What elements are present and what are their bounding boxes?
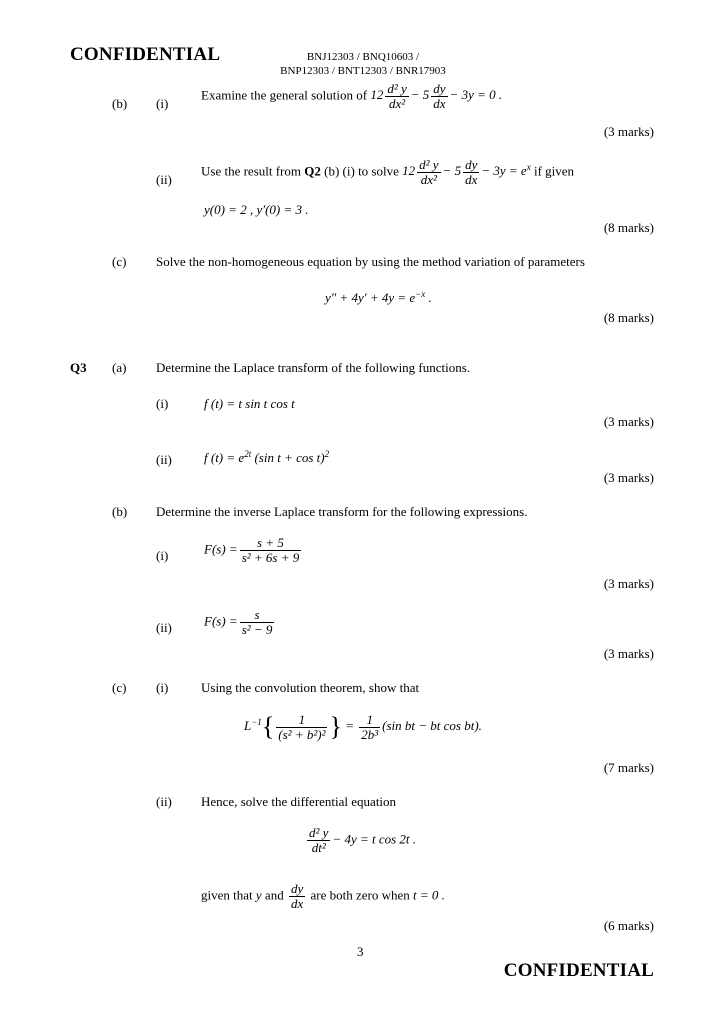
- q3-a-ii-marks: (3 marks): [603, 470, 654, 485]
- dy-dx-fraction: [289, 882, 305, 911]
- q2-ref: Q2: [304, 163, 321, 179]
- rhs-fraction: [359, 713, 380, 742]
- q3-c-i-label: (i): [156, 680, 169, 695]
- fraction: [240, 536, 302, 565]
- q3-b-label: (b): [112, 504, 128, 519]
- frac-den: dx: [290, 896, 304, 911]
- frac-num: dy: [433, 81, 446, 96]
- q2-b-ii-text: if given: [533, 163, 575, 179]
- q2-b-label: (b): [112, 96, 128, 111]
- q3-a-label: (a): [112, 360, 127, 375]
- q2-b-ii-text: (b) (i) to solve: [324, 163, 399, 179]
- frac-den: dx: [465, 172, 478, 187]
- ode-equation: [370, 81, 503, 111]
- frac-num: d² y: [387, 81, 407, 96]
- exponent: −x: [415, 289, 426, 299]
- frac-num: s: [254, 607, 260, 622]
- q3-c-i-marks: (7 marks): [603, 760, 654, 775]
- q3-c-ii-marks: (6 marks): [603, 918, 654, 933]
- q3-b-ii-expr: [204, 608, 276, 637]
- dy-dx-fraction: [463, 158, 479, 187]
- q2-b-ii-question: [201, 158, 574, 187]
- course-codes-line2: BNP12303 / BNT12303 / BNR17903: [280, 65, 446, 77]
- d2y-dx2-fraction: [417, 158, 440, 187]
- equation-tail: − 4y = t cos 2t .: [332, 831, 417, 847]
- course-codes-line1: BNJ12303 / BNQ10603 /: [306, 51, 420, 63]
- q3-b-i-marks: (3 marks): [603, 576, 654, 591]
- q2-c-marks: (8 marks): [603, 310, 654, 325]
- q3-c-i-equation: $L^{-1}${ $\frac{1}{\text{(s² + b²)²}}$ } = $\frac{1}{\text{2b³}}$ (sin bt − bt cos bt).: [244, 711, 482, 742]
- q3-c-ii-label: (ii): [156, 794, 172, 809]
- q3-b-i-expr: [204, 536, 303, 565]
- q3-c-label: (c): [112, 680, 127, 695]
- rhs-paren: (sin bt − bt cos bt).: [382, 717, 482, 733]
- expr-part: (sin t + cos t): [254, 450, 325, 465]
- frac-den: 2b³: [361, 726, 379, 742]
- q3-a-text: Determine the Laplace transform of the following functions.: [156, 360, 471, 375]
- frac-den: s² + 6s + 9: [241, 550, 300, 565]
- given-text: given that: [201, 887, 253, 903]
- fraction: [240, 608, 275, 637]
- q2-c-equation: $y'' + 4y' + 4y = e^{-x}$ .: [325, 289, 432, 305]
- q2-b-ii-text: Use the result from: [201, 163, 302, 179]
- q2-b-i-question: [201, 82, 502, 111]
- page-number: 3: [357, 944, 364, 959]
- lhs: F(s) =: [204, 541, 238, 557]
- q3-a-i-expr: f (t) = t sin t cos t: [204, 396, 295, 411]
- frac-den: dt²: [307, 840, 330, 855]
- inner-fraction: [276, 713, 327, 742]
- q3-c-ii-text: Hence, solve the differential equation: [201, 794, 397, 809]
- frac-num: dy: [465, 157, 478, 172]
- q3-a-i-marks: (3 marks): [603, 414, 654, 429]
- frac-num: s + 5: [257, 535, 284, 550]
- equation-body: y″ + 4y′ + 4y = e: [325, 290, 416, 305]
- q2-b-i-label: (i): [156, 96, 169, 111]
- frac-num: 1: [366, 711, 373, 727]
- frac-num: d² y: [419, 157, 439, 172]
- laplace-L: L: [244, 717, 252, 733]
- frac-den: s² − 9: [241, 622, 273, 637]
- expr-part: f (t) = e: [204, 450, 245, 465]
- dy-dx-fraction: [431, 82, 447, 111]
- q3-a-ii-expr: f $(t) = e^{2t}$ (sin t + cos t)$^2$: [204, 449, 330, 465]
- q3-b-text: Determine the inverse Laplace transform for the following expressions.: [156, 504, 528, 519]
- frac-den: dx²: [385, 96, 408, 111]
- confidential-header: CONFIDENTIAL: [70, 44, 221, 65]
- q3-a-ii-label: (ii): [156, 452, 172, 467]
- q3-c-ii-given: [201, 882, 445, 911]
- ode-tail: − 3y = e: [481, 163, 527, 179]
- q3-b-i-label: (i): [156, 548, 169, 563]
- confidential-footer: CONFIDENTIAL: [503, 960, 654, 981]
- frac-num: d² y: [309, 825, 329, 840]
- exponent: x: [526, 162, 531, 173]
- q2-b-ii-label: (ii): [156, 172, 172, 187]
- q3-b-ii-label: (ii): [156, 620, 172, 635]
- q2-b-ii-marks: (8 marks): [603, 220, 654, 235]
- d2y-dx2-fraction: [385, 82, 408, 111]
- given-text: are both zero when: [310, 887, 410, 903]
- lhs: F(s) =: [204, 613, 238, 629]
- d2y-dt2-fraction: [307, 826, 330, 855]
- q3-b-ii-marks: (3 marks): [603, 646, 654, 661]
- q2-b-ii-conditions: y(0) = 2 , y′(0) = 3 .: [204, 202, 309, 217]
- given-y: y: [255, 887, 262, 903]
- q3-a-i-label: (i): [156, 396, 169, 411]
- frac-den: dx²: [417, 172, 440, 187]
- coef: − 5: [442, 163, 462, 179]
- q3-c-i-text: Using the convolution theorem, show that: [201, 680, 420, 695]
- ode-tail: − 3y = 0 .: [449, 87, 503, 103]
- q2-c-text: Solve the non-homogeneous equation by using the method variation of parameters: [156, 254, 585, 269]
- exponent: 2t: [244, 449, 252, 459]
- coef: 12: [402, 163, 416, 179]
- exponent: −1: [251, 716, 262, 727]
- q2-c-label: (c): [112, 254, 127, 269]
- coef: 12: [370, 87, 384, 103]
- frac-num: 1: [298, 711, 306, 727]
- frac-den: dx: [433, 96, 446, 111]
- q3-label: Q3: [70, 360, 87, 375]
- coef: − 5: [410, 87, 430, 103]
- course-codes: [243, 50, 483, 78]
- frac-den: (s² + b²)²: [278, 726, 326, 742]
- given-text: and: [264, 887, 284, 903]
- given-t: t = 0 .: [413, 887, 445, 903]
- q3-c-ii-equation: [305, 826, 416, 855]
- frac-num: dy: [290, 881, 304, 896]
- q2-b-i-text: Examine the general solution of: [201, 87, 368, 103]
- ode-equation-ex: [402, 157, 531, 187]
- q2-b-i-marks: (3 marks): [603, 124, 654, 139]
